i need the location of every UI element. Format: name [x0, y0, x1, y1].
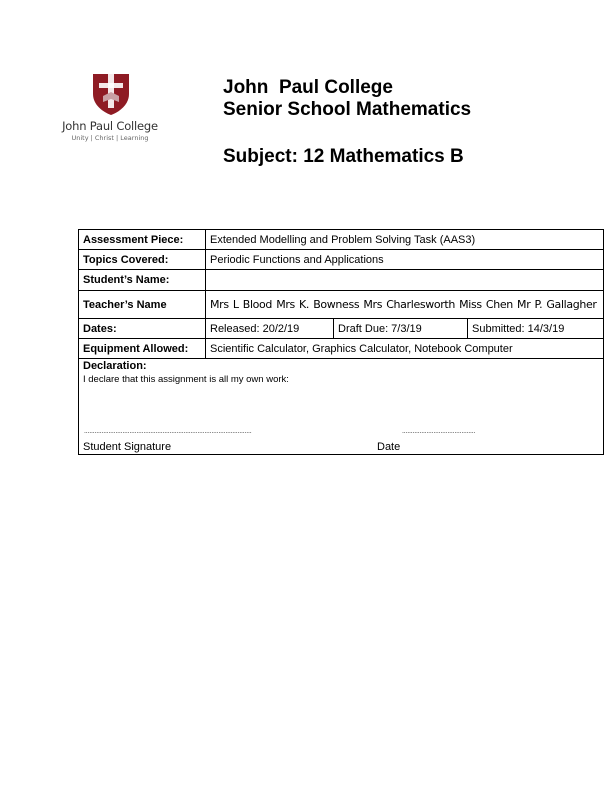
declaration-row — [79, 359, 604, 455]
college-logo — [60, 72, 162, 146]
student-signature-label: Student Signature — [83, 441, 172, 453]
school-title: Senior School Mathematics — [223, 99, 472, 120]
dates-row — [79, 319, 604, 339]
date-label: Date — [377, 441, 401, 453]
teacher-names: Mrs L Blood Mrs K. Bowness Mrs Charlesworth Miss Chen Mr P. Gallagher — [206, 291, 604, 319]
logo-wordmark: John Paul College — [62, 119, 158, 133]
student-name-field[interactable] — [206, 270, 604, 291]
submitted-date: Submitted: 14/3/19 — [468, 319, 604, 339]
equipment-row — [79, 339, 604, 359]
student-row — [79, 270, 604, 291]
declaration-cell — [79, 359, 604, 455]
logo-tagline: Unity | Christ | Learning — [71, 134, 149, 142]
equipment-value: Scientific Calculator, Graphics Calculator, Notebook Computer — [206, 339, 604, 359]
draft-due-date: Draft Due: 7/3/19 — [334, 319, 468, 339]
assessment-value: Extended Modelling and Problem Solving Task (AAS3) — [206, 230, 604, 250]
assessment-info-table — [78, 229, 604, 455]
student-name-label: Student’s Name: — [79, 270, 206, 291]
topics-label: Topics Covered: — [79, 250, 206, 270]
date-line[interactable]: .......................................... — [402, 428, 476, 435]
topics-value: Periodic Functions and Applications — [206, 250, 604, 270]
topics-row — [79, 250, 604, 270]
signature-line[interactable]: ................................................................................................ — [84, 428, 252, 435]
declaration-text: I declare that this assignment is all my own work: — [83, 374, 289, 385]
subject-title: Subject: 12 Mathematics B — [223, 146, 464, 167]
teacher-row — [79, 291, 604, 319]
declaration-title: Declaration: — [83, 360, 147, 372]
equipment-label: Equipment Allowed: — [79, 339, 206, 359]
assessment-row — [79, 230, 604, 250]
college-title: John Paul College — [223, 77, 393, 98]
shield-icon — [91, 72, 131, 116]
assessment-label: Assessment Piece: — [79, 230, 206, 250]
dates-label: Dates: — [79, 319, 206, 339]
released-date: Released: 20/2/19 — [206, 319, 334, 339]
teacher-name-label: Teacher’s Name — [79, 291, 206, 319]
